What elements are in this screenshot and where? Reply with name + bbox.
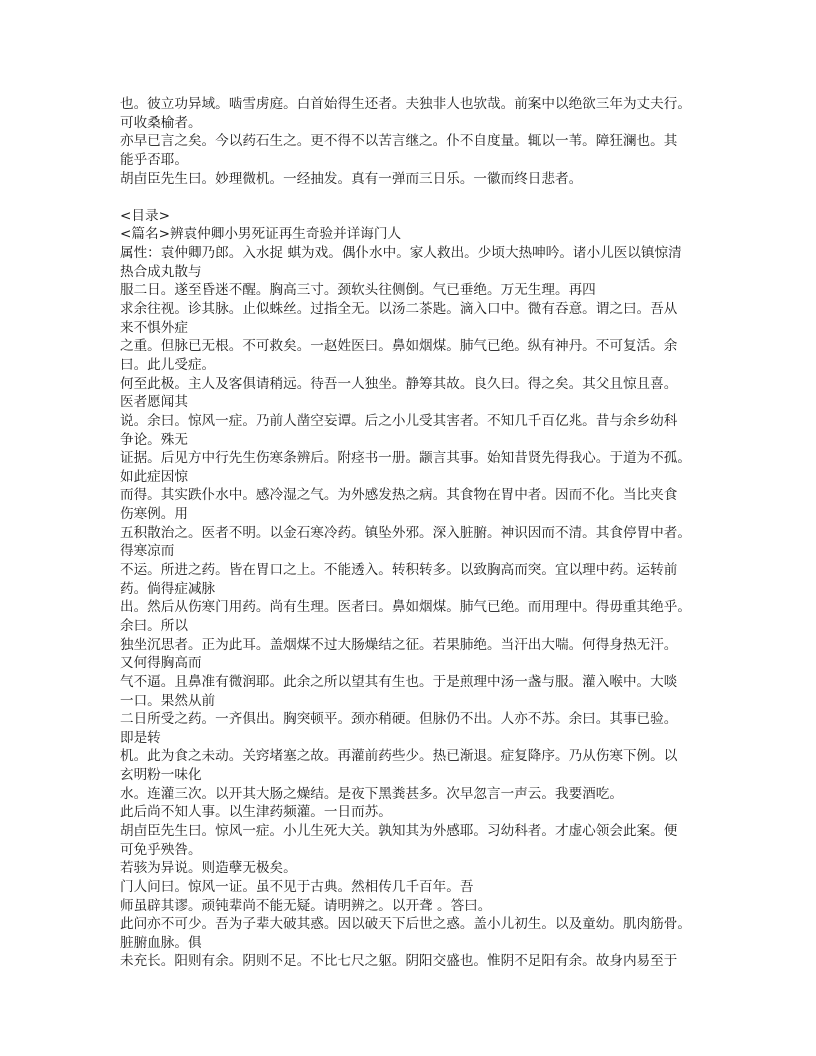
text-line: 又何得胸高而 [120, 655, 202, 672]
blank-line [120, 188, 710, 207]
text-line: 一口。果然从前 [120, 692, 216, 709]
text-line: 独坐沉思者。正为此耳。盖烟煤不过大肠燥结之征。若果肺绝。当汗出大喘。何得身热无汗。 [120, 636, 678, 653]
text-line: 二日所受之药。一齐俱出。胸突顿平。颈亦稍硬。但脉仍不出。人亦不苏。余曰。其事已验。 [120, 711, 678, 728]
text-line: 即是转 [120, 729, 161, 746]
text-line: 热合成丸散与 [120, 263, 202, 280]
text-line: 门人问曰。惊风一证。虽不见于古典。然相传几千百年。吾 [120, 878, 474, 895]
text-line: <篇名>辨袁仲卿小男死证再生奇验并详诲门人 [120, 226, 402, 243]
text-line: 伤寒例。用 [120, 506, 188, 523]
document-page [120, 95, 710, 971]
text-line: 水。连灌三次。以开其大肠之燥结。是夜下黑粪甚多。次早忽言一声云。我要酒吃。 [120, 785, 623, 802]
text-line: 属性：袁仲卿乃郎。入水捉 蜞为戏。偶仆水中。家人救出。少顷大热呻吟。诸小儿医以镇惊清 [120, 245, 682, 262]
text-line: 争论。殊无 [120, 431, 188, 448]
text-line: 之重。但脉已无根。不可救矣。一赵姓医曰。鼻如烟煤。肺气已绝。纵有神丹。不可复活。余 [120, 338, 678, 355]
text-line: 得寒凉而 [120, 543, 175, 560]
text-line: 药。倘得症减脉 [120, 580, 216, 597]
text-line: 未充长。阳则有余。阴则不足。不比七尺之躯。阴阳交盛也。惟阴不足阳有余。故身内易至于 [120, 953, 678, 970]
text-line: 证据。后见方中行先生伤寒条辨后。附痉书一册。颛言其事。始知昔贤先得我心。于道为不孤。 [120, 450, 691, 467]
text-line: 可免乎殃咎。 [120, 841, 202, 858]
text-line: 若骇为异说。则造孽无极矣。 [120, 860, 297, 877]
text-line: 曰。此儿受症。 [120, 356, 216, 373]
text-line: 此问亦不可少。吾为子辈大破其惑。因以破天下后世之惑。盖小儿初生。以及童幼。肌肉筋骨。 [120, 916, 691, 933]
text-line: 师虽辟其谬。顽钝辈尚不能无疑。请明辨之。以开聋 。答曰。 [120, 897, 492, 914]
text-line: 气不逼。且鼻准有微润耶。此余之所以望其有生也。于是煎理中汤一盏与服。灌入喉中。大啖 [120, 673, 678, 690]
text-line: 五积散治之。医者不明。以金石寒冷药。镇坠外邪。深入脏腑。神识因而不清。其食停胃中者。 [120, 524, 691, 541]
text-line: 何至此极。主人及客俱请稍远。待吾一人独坐。静筹其故。良久曰。得之矣。其父且惊且喜。 [120, 375, 678, 392]
text-line: 脏腑血脉。俱 [120, 934, 202, 951]
text-line: 而得。其实跌仆水中。感冷湿之气。为外感发热之病。其食物在胃中者。因而不化。当比夹食 [120, 487, 678, 504]
text-line: 医者愿闻其 [120, 394, 188, 411]
text-line: 也。彼立功异域。啮雪虏庭。白首始得生还者。夫独非人也欤哉。前案中以绝欲三年为丈夫行。 [120, 96, 691, 112]
text-line: 胡卣臣先生曰。惊风一症。小儿生死大关。孰知其为外感耶。习幼科者。才虚心领会此案。便 [120, 822, 678, 839]
text-line: 此后尚不知人事。以生津药频灌。一日而苏。 [120, 804, 392, 821]
text-line: 服二日。遂至昏迷不醒。胸高三寸。颈软头往侧倒。气已垂绝。万无生理。再四 [120, 282, 596, 299]
text-line: 机。此为食之未动。关窍堵塞之故。再灌前药些少。热已渐退。症复降序。乃从伤寒下例。以 [120, 748, 678, 765]
text-line: 出。然后从伤寒门用药。尚有生理。医者曰。鼻如烟煤。肺气已绝。而用理中。得毋重其绝乎。 [120, 599, 691, 616]
text-line: 求余往视。诊其脉。止似蛛丝。过指全无。以汤二茶匙。滴入口中。微有吞意。谓之曰。吾从 [120, 301, 678, 318]
text-line: 胡卣臣先生曰。妙理微机。一经抽发。真有一弹而三日乐。一徽而终日悲者。 [120, 170, 583, 187]
text-line: 可收桑榆者。 [120, 114, 202, 131]
text-line: 说。余曰。惊风一症。乃前人凿空妄谭。后之小儿受其害者。不知几千百亿兆。昔与余乡幼科 [120, 412, 678, 429]
text-line: 来不惧外症 [120, 319, 188, 336]
text-line: 余曰。所以 [120, 617, 188, 634]
text-line: 能乎否耶。 [120, 151, 188, 168]
text-line: 亦早已言之矣。今以药石生之。更不得不以苦言继之。仆不自度量。辄以一苇。障狂澜也。其 [120, 133, 678, 150]
text-line: <目录> [120, 207, 170, 224]
text-line: 玄明粉一味化 [120, 767, 202, 784]
text-line: 如此症因惊 [120, 468, 188, 485]
text-line: 不运。所进之药。皆在胃口之上。不能透入。转积转多。以致胸高而突。宜以理中药。运转前 [120, 562, 678, 579]
